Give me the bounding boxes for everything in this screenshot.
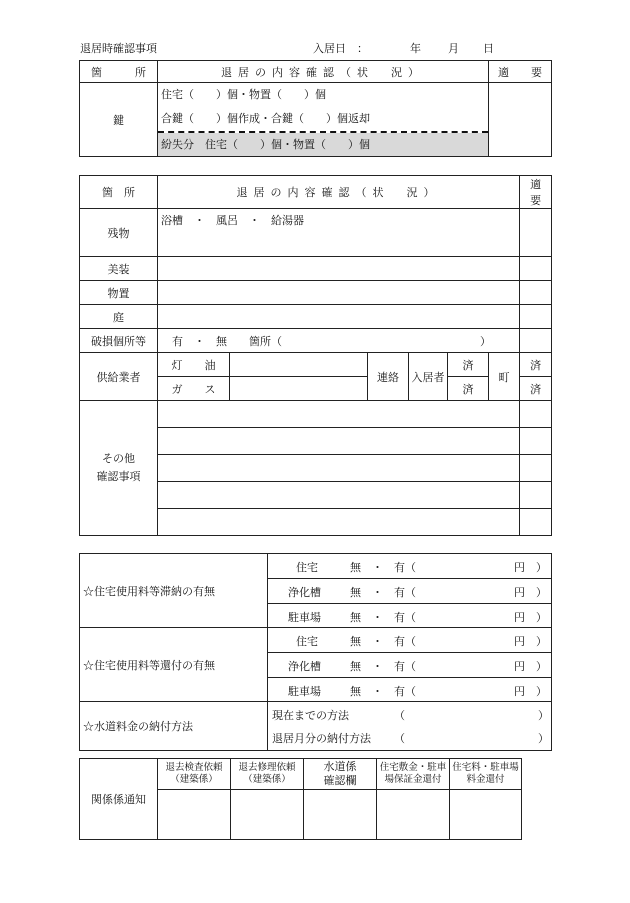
key-label: 鍵 (80, 83, 158, 157)
refund-row-house[interactable] (268, 628, 551, 653)
water-final-label: 退居月分の納付方法 (272, 732, 371, 745)
refund-septic-label: 浄化槽 (288, 660, 321, 673)
year-label: 年 (410, 42, 421, 55)
key-notes-cell[interactable] (489, 83, 552, 157)
water-row-current[interactable] (268, 702, 551, 726)
water-payment-cell (268, 702, 552, 751)
col-inspection-request: 退去検査依頼 （建築係） (158, 759, 231, 790)
col-water-check: 水道係 確認欄 (304, 759, 377, 790)
resident-label: 入居者 (409, 353, 448, 401)
other-line-1[interactable] (158, 401, 520, 428)
form-title: 退居時確認事項 (80, 42, 157, 55)
resident-done-1[interactable]: 済 (448, 353, 489, 377)
key-table (79, 60, 552, 157)
arrears-cell (268, 554, 552, 628)
col-content-header: 退居の内容確認（状 況） (158, 61, 489, 83)
col-location-header-2: 箇 所 (80, 176, 158, 209)
other-notes-2[interactable] (520, 428, 552, 455)
fee-refund-stamp[interactable] (450, 790, 522, 840)
arrears-row-parking[interactable] (268, 604, 551, 627)
town-done-2[interactable]: 済 (520, 377, 552, 401)
supplier-label: 供給業者 (80, 353, 158, 401)
other-items-label: その他 確認事項 (80, 401, 158, 536)
interior-content[interactable] (158, 257, 520, 281)
fees-table (79, 553, 552, 751)
garden-label: 庭 (80, 305, 158, 329)
refund-row-parking[interactable] (268, 678, 551, 701)
refund-parking-yen: 円 ） (514, 685, 547, 698)
interior-label: 美装 (80, 257, 158, 281)
refund-septic-yen: 円 ） (514, 660, 547, 673)
key-line-1: 住宅（ ）個・物置（ ）個 (161, 88, 326, 101)
damage-label: 破損個所等 (80, 329, 158, 353)
contact-label: 連絡 (368, 353, 409, 401)
arrears-parking-yen: 円 ） (514, 611, 547, 624)
other-notes-1[interactable] (520, 401, 552, 428)
other-line-4[interactable] (158, 482, 520, 509)
storage-notes[interactable] (520, 281, 552, 305)
refund-house-yen: 円 ） (514, 635, 547, 648)
damage-content[interactable]: 有 ・ 無 箇所（ ） (158, 329, 520, 353)
storage-label: 物置 (80, 281, 158, 305)
move-in-label: 入居日 ： (313, 42, 368, 55)
key-line-2: 合鍵（ ）個作成・合鍵（ ）個返却 (158, 107, 488, 133)
arrears-house-yen: 円 ） (514, 561, 547, 574)
refund-label: ☆住宅使用料等還付の有無 (80, 628, 268, 702)
arrears-septic-choice: 無 ・ 有（ (350, 586, 416, 599)
water-row-final[interactable] (268, 726, 551, 750)
arrears-row-septic[interactable] (268, 579, 551, 604)
arrears-parking-label: 駐車場 (288, 611, 321, 624)
water-current-open: （ (394, 709, 405, 722)
residue-content[interactable]: 浴槽 ・ 風呂 ・ 給湯器 (158, 209, 520, 257)
inspection-request-stamp[interactable] (158, 790, 231, 840)
deposit-refund-stamp[interactable] (377, 790, 450, 840)
garden-notes[interactable] (520, 305, 552, 329)
resident-done-2[interactable]: 済 (448, 377, 489, 401)
arrears-house-label: 住宅 (296, 561, 318, 574)
water-current-label: 現在までの方法 (272, 709, 349, 722)
refund-septic-choice: 無 ・ 有（ (350, 660, 416, 673)
water-final-close: ） (538, 732, 549, 745)
water-check-stamp[interactable] (304, 790, 377, 840)
month-label: 月 (448, 42, 459, 55)
town-label: 町 (489, 353, 520, 401)
refund-cell (268, 628, 552, 702)
refund-parking-label: 駐車場 (288, 685, 321, 698)
other-line-3[interactable] (158, 455, 520, 482)
notification-label: 関係係通知 (80, 759, 158, 840)
arrears-septic-yen: 円 ） (514, 586, 547, 599)
notification-table (79, 758, 522, 840)
col-repair-request: 退去修理依頼 （建築係） (231, 759, 304, 790)
arrears-row-house[interactable] (268, 554, 551, 579)
damage-notes[interactable] (520, 329, 552, 353)
arrears-house-choice: 無 ・ 有（ (350, 561, 416, 574)
col-notes-header: 適 要 (489, 61, 552, 83)
refund-parking-choice: 無 ・ 有（ (350, 685, 416, 698)
storage-content[interactable] (158, 281, 520, 305)
refund-row-septic[interactable] (268, 653, 551, 678)
col-notes-header-2: 適 要 (520, 176, 552, 209)
refund-house-choice: 無 ・ 有（ (350, 635, 416, 648)
repair-request-stamp[interactable] (231, 790, 304, 840)
col-location-header: 箇 所 (80, 61, 158, 83)
gas-field[interactable] (230, 377, 368, 401)
refund-house-label: 住宅 (296, 635, 318, 648)
arrears-label: ☆住宅使用料等滞納の有無 (80, 554, 268, 628)
other-notes-3[interactable] (520, 455, 552, 482)
other-notes-5[interactable] (520, 509, 552, 536)
other-line-5[interactable] (158, 509, 520, 536)
kerosene-label: 灯 油 (158, 353, 230, 377)
other-notes-4[interactable] (520, 482, 552, 509)
interior-notes[interactable] (520, 257, 552, 281)
arrears-parking-choice: 無 ・ 有（ (350, 611, 416, 624)
residue-notes[interactable] (520, 209, 552, 257)
gas-label: ガ ス (158, 377, 230, 401)
contents-table (79, 175, 564, 536)
residue-label: 残物 (80, 209, 158, 257)
kerosene-field[interactable] (230, 353, 368, 377)
water-current-close: ） (538, 709, 549, 722)
key-content-cell[interactable] (158, 83, 489, 157)
key-line-lost: 紛失分 住宅（ ）個・物置（ ）個 (158, 133, 488, 156)
col-content-header-2: 退居の内容確認（状 況） (158, 176, 520, 209)
day-label: 日 (483, 42, 494, 55)
water-payment-label: ☆水道料金の納付方法 (80, 702, 268, 751)
garden-content[interactable] (158, 305, 520, 329)
town-done-1[interactable]: 済 (520, 353, 552, 377)
water-final-open: （ (394, 732, 405, 745)
arrears-septic-label: 浄化槽 (288, 586, 321, 599)
col-deposit-refund: 住宅敷金・駐車 場保証金還付 (377, 759, 450, 790)
other-line-2[interactable] (158, 428, 520, 455)
col-fee-refund: 住宅料・駐車場 料金還付 (450, 759, 522, 790)
